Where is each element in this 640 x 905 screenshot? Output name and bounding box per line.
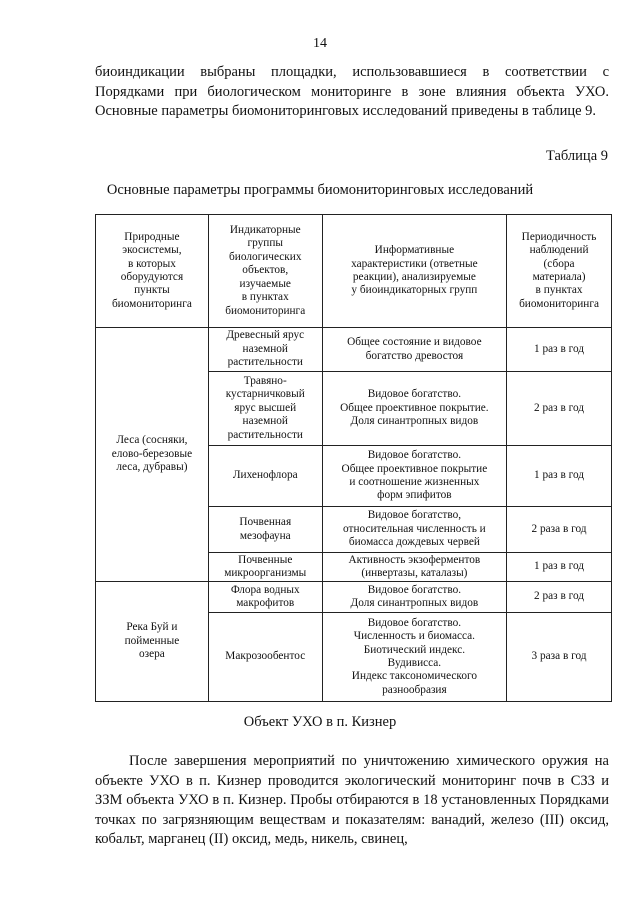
- frequency-cell: 2 раза в год: [507, 507, 612, 553]
- indicator-group-cell: Почвенные микроорганизмы: [208, 553, 322, 582]
- header-characteristics: Информативные характеристики (ответные реакции), анализируемые у биоиндикаторных групп: [322, 215, 506, 328]
- indicator-group-cell: Макрозообентос: [208, 613, 322, 702]
- table-row: [96, 582, 612, 613]
- indicator-group-cell: Травяно- кустарничковый ярус высшей наземной растительности: [208, 372, 322, 446]
- frequency-cell: 1 раз в год: [507, 328, 612, 372]
- table-header-row: [96, 215, 612, 328]
- indicator-group-cell: Лихенофлора: [208, 446, 322, 507]
- indicator-group-cell: Почвенная мезофауна: [208, 507, 322, 553]
- ecosystem-cell-forests: Леса (сосняки, елово-березовые леса, дубравы): [96, 328, 209, 582]
- characteristics-cell: Общее состояние и видовое богатство древостоя: [322, 328, 506, 372]
- table-title: Основные параметры программы биомониторинговых исследований: [106, 182, 534, 198]
- characteristics-cell: Видовое богатство. Численность и биомасса. Биотический индекс. Вудивисса. Индекс таксономического разнообразия: [322, 613, 506, 702]
- biomonitoring-table: [95, 214, 612, 702]
- indicator-group-cell: Флора водных макрофитов: [208, 582, 322, 613]
- table-row: [96, 328, 612, 372]
- header-indicator-groups: Индикаторные группы биологических объектов, изучаемые в пунктах биомониторинга: [208, 215, 322, 328]
- characteristics-cell: Видовое богатство. Общее проективное покрытие. Доля синантропных видов: [322, 372, 506, 446]
- header-frequency: Периодичность наблюдений (сбора материала) в пунктах биомониторинга: [507, 215, 612, 328]
- body-paragraph: После завершения мероприятий по уничтожению химического оружия на объекте УХО в п. Кизнер проводится экологический мониторинг почв в СЗЗ и ЗЗМ объекта УХО в п. Кизнер. Пробы отбираются в 18 установленных Порядками точках по загрязняющим веществам и показателям: ванадий, железо (III) оксид, кобальт, марганец (II) оксид, медь, никель, свинец,: [95, 753, 609, 847]
- header-ecosystems: Природные экосистемы, в которых оборудуются пункты биомониторинга: [96, 215, 209, 328]
- frequency-cell: 1 раз в год: [507, 446, 612, 507]
- frequency-cell: 1 раз в год: [507, 553, 612, 582]
- characteristics-cell: Активность экзоферментов (инвертазы, каталазы): [322, 553, 506, 582]
- ecosystem-cell-river: Река Буй и пойменные озера: [96, 582, 209, 702]
- characteristics-cell: Видовое богатство. Доля синантропных видов: [322, 582, 506, 613]
- table-number: Таблица 9: [545, 148, 608, 164]
- characteristics-cell: Видовое богатство. Общее проективное покрытие и соотношение жизненных форм эпифитов: [322, 446, 506, 507]
- frequency-cell: 2 раз в год: [507, 582, 612, 613]
- section-heading: Объект УХО в п. Кизнер: [243, 714, 397, 730]
- indicator-group-cell: Древесный ярус наземной растительности: [208, 328, 322, 372]
- frequency-cell: 2 раз в год: [507, 372, 612, 446]
- frequency-cell: 3 раза в год: [507, 613, 612, 702]
- page-number: 14: [313, 36, 327, 51]
- intro-paragraph: биоиндикации выбраны площадки, использовавшиеся в соответствии с Порядками при биологическом мониторинге в зоне влияния объекта УХО. Основные параметры биомониторинговых исследований приведены в таблице 9.: [95, 64, 609, 119]
- characteristics-cell: Видовое богатство, относительная численность и биомасса дождевых червей: [322, 507, 506, 553]
